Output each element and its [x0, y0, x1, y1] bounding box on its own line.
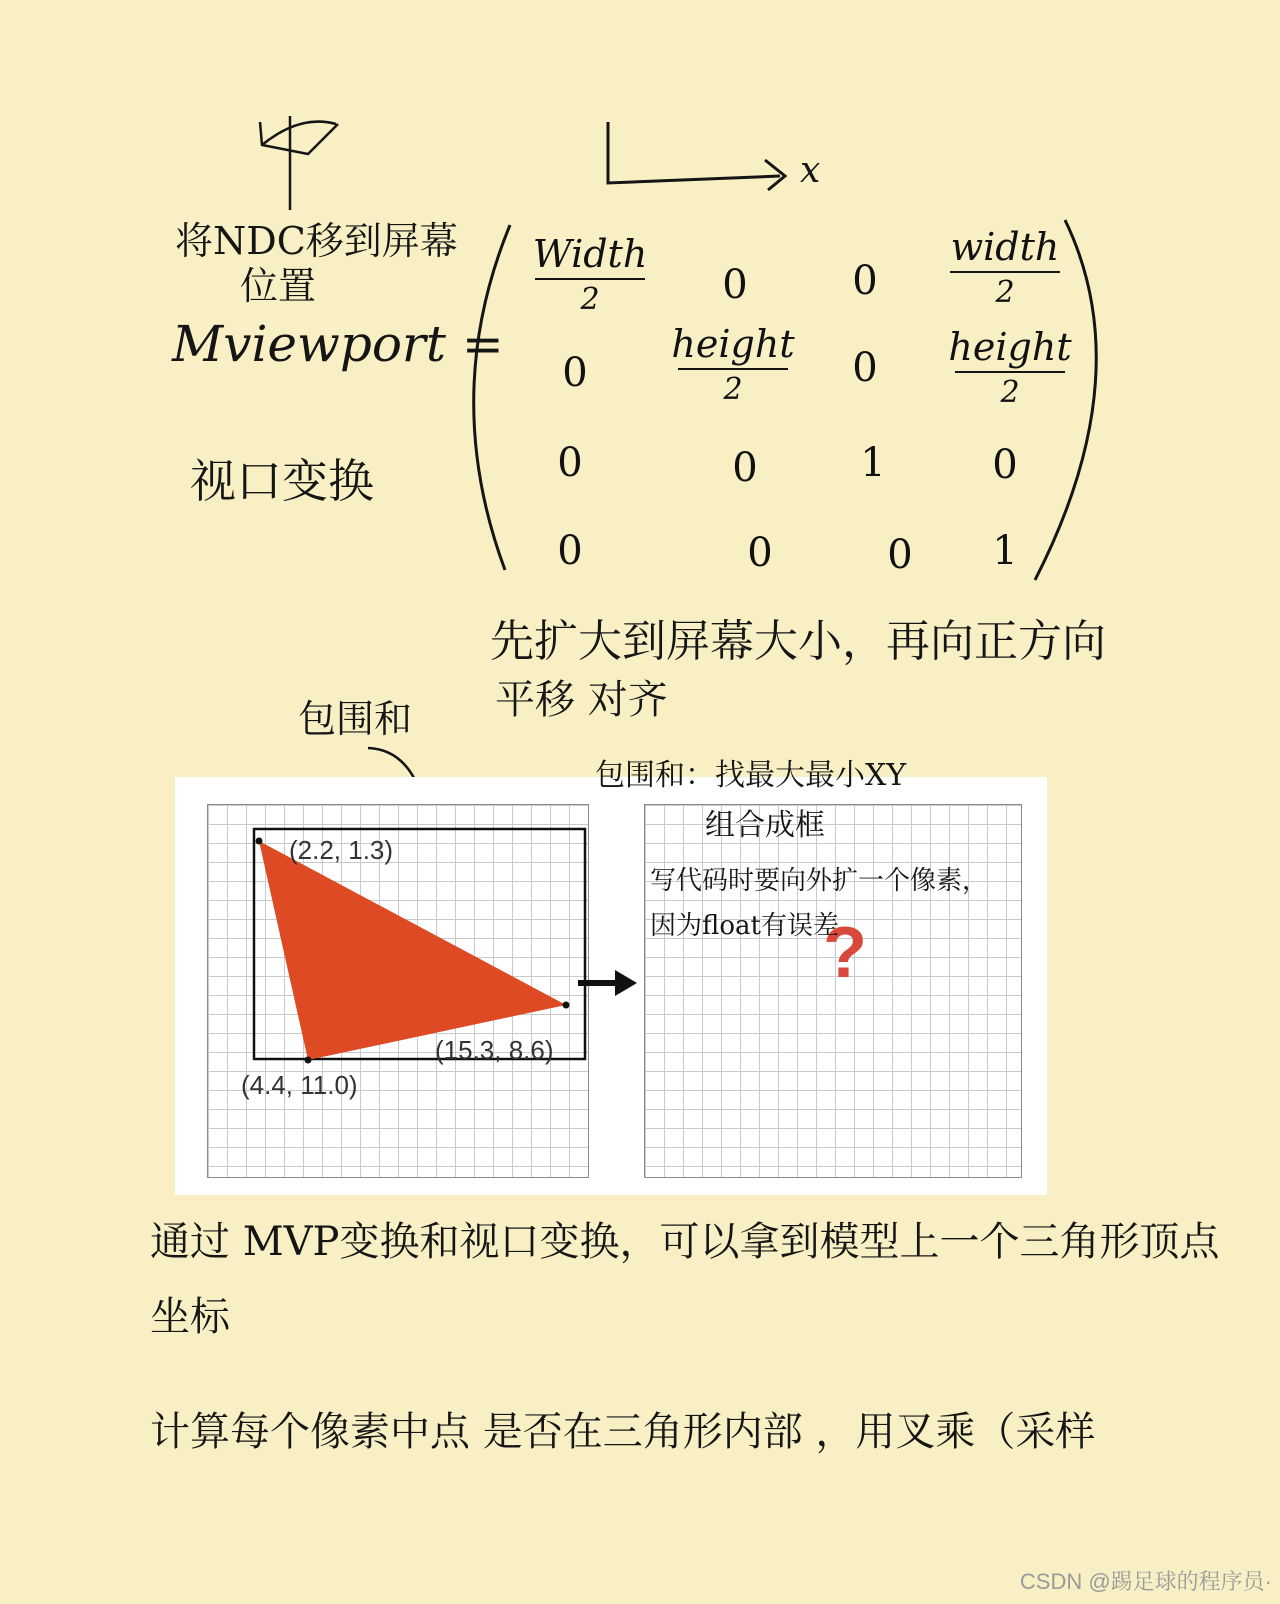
- matrix-r1c4-num: width: [950, 225, 1060, 269]
- matrix-r1c1: [525, 232, 655, 317]
- matrix-r1c4: [940, 225, 1070, 310]
- matrix-r1c1-den: 2: [580, 282, 600, 317]
- vertex-label-2: (15.3, 8.6): [435, 1035, 554, 1065]
- bounding-box-label: 包围和: [298, 697, 413, 741]
- vertex-dot: [256, 838, 263, 845]
- x-axis-arrow: [600, 118, 800, 198]
- explanation-line1: 先扩大到屏幕大小，再向正方向: [490, 616, 1106, 667]
- matrix-r3c1: 0: [557, 440, 583, 486]
- matrix-r2c2: [668, 322, 798, 407]
- matrix-r3c4: 0: [992, 442, 1018, 488]
- summary-line1: 通过 MVP变换和视口变换，可以拿到模型上一个三角形顶点: [150, 1219, 1220, 1265]
- fraction-bar: [535, 278, 645, 280]
- right-arrow-icon: [578, 970, 637, 996]
- matrix-r2c4-den: 2: [1000, 375, 1020, 410]
- matrix-r1c4-den: 2: [995, 275, 1015, 310]
- x-axis-label: x: [800, 150, 821, 191]
- matrix-r1c3: 0: [852, 258, 878, 304]
- bbox-note-line2: 组合成框: [705, 808, 825, 843]
- matrix-r2c2-den: 2: [723, 372, 743, 407]
- question-mark-icon: ?: [823, 913, 867, 993]
- matrix-lhs: Mviewport =: [172, 315, 504, 373]
- camera-eye-sketch: [250, 110, 350, 215]
- matrix-r4c3: 0: [887, 532, 913, 578]
- matrix-r3c3: 1: [860, 440, 886, 486]
- matrix-r2c4: [945, 325, 1075, 410]
- matrix-r2c1: 0: [562, 350, 588, 396]
- matrix-r1c1-num: Width: [532, 232, 648, 276]
- matrix-r2c2-num: height: [671, 322, 795, 366]
- fraction-bar: [950, 271, 1060, 273]
- matrix-r2c4-num: height: [948, 325, 1072, 369]
- vertex-label-1: (2.2, 1.3): [289, 835, 394, 865]
- csdn-watermark: CSDN @踢足球的程序员·: [1019, 1569, 1272, 1594]
- summary-line3: 计算每个像素中点 是否在三角形内部 ，用叉乘（采样: [150, 1409, 1096, 1455]
- ndc-note-line1: 将NDC移到屏幕: [175, 219, 458, 263]
- explanation-line2: 平移 对齐: [495, 677, 668, 723]
- fraction-bar: [955, 371, 1065, 373]
- matrix-caption: 视口变换: [190, 454, 374, 508]
- vertex-dot: [563, 1002, 570, 1009]
- matrix-r4c1: 0: [557, 528, 583, 574]
- matrix-r2c3: 0: [852, 345, 878, 391]
- triangle: [259, 841, 566, 1060]
- bbox-note-line3: 写代码时要向外扩一个像素，: [650, 866, 989, 896]
- matrix-r4c4: 1: [992, 528, 1018, 574]
- vertex-dot: [305, 1057, 312, 1064]
- vertex-label-3: (4.4, 11.0): [241, 1070, 358, 1100]
- fraction-bar: [678, 368, 788, 370]
- ndc-note-line2: 位置: [240, 264, 317, 308]
- matrix-r4c2: 0: [747, 530, 773, 576]
- figure-panel: [175, 777, 1047, 1195]
- summary-line2: 坐标: [150, 1294, 230, 1340]
- bbox-note-line4: 因为float有误差: [650, 911, 839, 941]
- bbox-note-line1: 包围和：找最大最小XY: [595, 758, 907, 793]
- matrix-r1c2: 0: [722, 262, 748, 308]
- matrix-r3c2: 0: [732, 445, 758, 491]
